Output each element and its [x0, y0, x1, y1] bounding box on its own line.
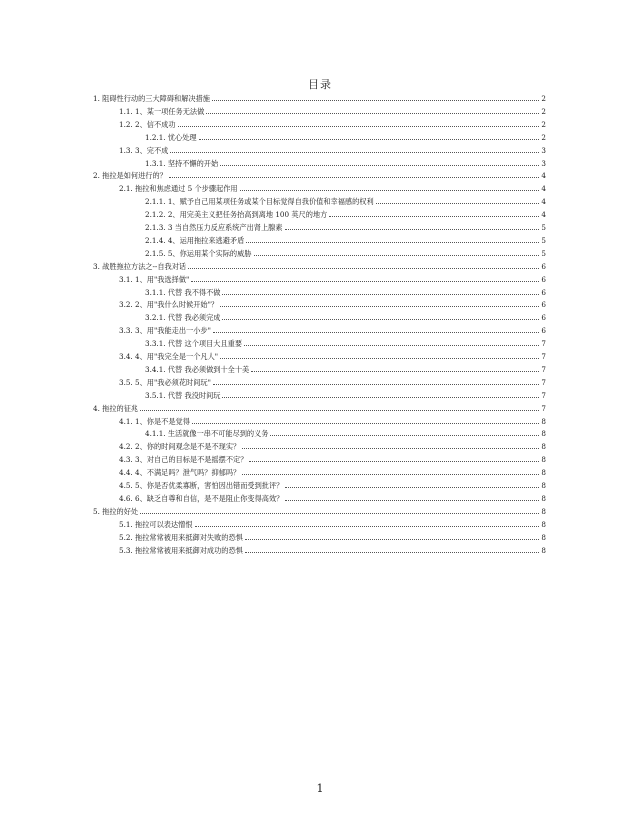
toc-entry[interactable] — [119, 464, 546, 477]
toc-entry[interactable] — [145, 219, 546, 232]
toc-dot-leader — [285, 500, 539, 501]
toc-entry[interactable] — [119, 180, 546, 193]
toc-entry-text: 1.2.1. 忧心处理 — [145, 132, 197, 142]
toc-entry-page: 5 — [541, 223, 546, 232]
toc-entry-page: 7 — [541, 352, 546, 361]
toc-entry-text: 1.3. 3、完不成 — [119, 145, 169, 155]
toc-entry-text: 4.1. 1、你是不是觉得 — [119, 416, 190, 426]
toc-entry-page: 8 — [541, 429, 546, 439]
toc-entry[interactable] — [145, 155, 546, 168]
toc-dot-leader — [254, 255, 540, 256]
toc-entry-text: 2.1.3. 3 当自然压力反应系统产出肾上腺素 — [145, 223, 283, 232]
toc-dot-leader — [242, 474, 539, 475]
toc-entry-page: 8 — [541, 493, 546, 503]
toc-entry[interactable] — [93, 503, 546, 516]
toc-entry-page: 3 — [541, 145, 546, 155]
toc-entry-page: 8 — [541, 416, 546, 426]
toc-dot-leader — [222, 397, 539, 398]
toc-entry-page: 4 — [541, 210, 546, 220]
toc-entry-text: 5.3. 拖拉常常被用来抵御对成功的恐惧 — [119, 545, 243, 555]
toc-entry[interactable] — [93, 90, 546, 103]
toc-entry-text: 5.1. 拖拉可以表达憎恨 — [119, 519, 193, 529]
toc-entry-page: 6 — [541, 274, 546, 284]
toc-entry-page: 7 — [541, 377, 546, 387]
toc-entry[interactable] — [93, 400, 546, 413]
toc-dot-leader — [245, 539, 540, 540]
toc-entry-page: 8 — [541, 468, 546, 478]
toc-entry[interactable] — [145, 129, 546, 142]
toc-entry-page: 4 — [541, 184, 546, 194]
toc-entry[interactable] — [119, 116, 546, 129]
toc-dot-leader — [222, 294, 539, 295]
toc-dot-leader — [285, 229, 540, 230]
toc-entry[interactable] — [93, 258, 546, 271]
toc-entry-text: 4.1.1. 生活就像一串不可能尽到的义务 — [145, 429, 269, 439]
toc-entry-text: 3.3.1. 代替 这个项目大且重要 — [145, 339, 243, 349]
toc-entry[interactable] — [145, 387, 546, 400]
toc-entry-text: 2.1.5. 5、你运用某个实际的威胁 — [145, 248, 252, 258]
toc-dot-leader — [212, 100, 539, 101]
toc-entry-page: 7 — [541, 339, 546, 349]
toc-dot-leader — [140, 513, 539, 514]
toc-entry-page: 7 — [541, 390, 546, 400]
toc-entry[interactable] — [119, 477, 546, 490]
toc-entry-text: 2.1.2. 2、用完美主义把任务抬高到离地 100 英尺的地方 — [145, 210, 328, 220]
toc-entry-page: 5 — [541, 248, 546, 258]
toc-entry-text: 2.1.1. 1、赋予自己用某项任务或某个目标觉得自我价值和幸福感的权利 — [145, 197, 374, 207]
toc-dot-leader — [170, 152, 539, 153]
toc-dot-leader — [220, 165, 539, 166]
toc-entry-text: 5. 拖拉的好处 — [93, 506, 139, 516]
toc-entry-text: 3.3. 3、用"我能走出一小步" — [119, 326, 211, 336]
toc-entry-page: 8 — [541, 545, 546, 555]
toc-entry[interactable] — [145, 335, 546, 348]
page-number: 1 — [316, 782, 324, 795]
toc-dot-leader — [244, 345, 539, 346]
toc-entry-page: 7 — [541, 403, 546, 413]
toc-heading: 目录 — [308, 78, 332, 91]
toc-entry-text: 3. 战胜拖拉方法之--自我对话 — [93, 261, 187, 271]
toc-entry-text: 4.3. 3、对自己的目标是不是摇摆不定？ — [119, 455, 248, 465]
toc-entry-page: 8 — [541, 532, 546, 542]
toc-entry-page: 8 — [541, 442, 546, 452]
toc-entry[interactable] — [145, 284, 546, 297]
toc-entry[interactable] — [119, 413, 546, 426]
toc-entry-page: 2 — [541, 119, 546, 129]
toc-dot-leader — [329, 216, 539, 217]
toc-entry-page: 8 — [541, 455, 546, 465]
toc-dot-leader — [220, 358, 539, 359]
toc-entry[interactable] — [145, 245, 546, 258]
toc-entry-page: 6 — [541, 313, 546, 323]
toc-entry-text: 3.4.1. 代替 我必须做到十全十美 — [145, 364, 250, 374]
toc-entry[interactable] — [119, 374, 546, 387]
toc-dot-leader — [140, 410, 539, 411]
toc-dot-leader — [178, 126, 540, 127]
toc-entry-page: 2 — [541, 132, 546, 142]
toc-dot-leader — [192, 423, 540, 424]
toc-dot-leader — [242, 448, 539, 449]
toc-entry-text: 5.2. 拖拉常常被用来抵御对失败的恐惧 — [119, 532, 243, 542]
toc-entry-page: 4 — [541, 171, 546, 181]
toc-entry-text: 3.1. 1、用"我选择做" — [119, 274, 190, 284]
toc-entry-page: 7 — [541, 364, 546, 374]
toc-entry[interactable] — [119, 322, 546, 335]
toc-dot-leader — [188, 268, 539, 269]
toc-dot-leader — [169, 177, 540, 178]
toc-dot-leader — [213, 332, 540, 333]
toc-dot-leader — [222, 319, 539, 320]
toc-entry[interactable] — [119, 348, 546, 361]
toc-dot-leader — [270, 435, 539, 436]
toc-dot-leader — [285, 487, 539, 488]
toc-entry-page: 8 — [541, 506, 546, 516]
toc-entry-text: 4.4. 4、不满足吗？泄气吗？抑郁吗？ — [119, 468, 241, 478]
toc-dot-leader — [220, 306, 539, 307]
toc-entry-text: 4. 拖拉的征兆 — [93, 403, 139, 413]
toc-entry-text: 2. 拖拉是如何进行的？ — [93, 171, 167, 181]
toc-entry[interactable] — [119, 296, 546, 309]
toc-entry-page: 6 — [541, 287, 546, 297]
toc-entry[interactable] — [145, 206, 546, 219]
toc-entry-text: 1.3.1. 坚持不懈的开始 — [145, 158, 219, 168]
toc-entry-text: 3.4. 4、用"我完全是一个凡人" — [119, 352, 219, 361]
toc-entry[interactable] — [145, 309, 546, 322]
toc-entry-page: 6 — [541, 300, 546, 310]
toc-entry-text: 3.2.1. 代替 我必须完成 — [145, 313, 221, 323]
toc-entry[interactable] — [145, 425, 546, 438]
toc-entry-text: 1. 阻碍性行动的三大障碍和解决措施 — [93, 94, 210, 103]
toc-dot-leader — [213, 384, 540, 385]
toc-entry-text: 3.2. 2、用"我什么时候开始"？ — [119, 300, 219, 310]
toc-entry[interactable] — [145, 361, 546, 374]
toc-entry-text: 3.1.1. 代替 我不得不做 — [145, 287, 221, 297]
toc-dot-leader — [206, 113, 539, 114]
toc-entry[interactable] — [93, 167, 546, 180]
toc-entry-page: 8 — [541, 481, 546, 490]
toc-entry[interactable] — [119, 516, 546, 529]
toc-dot-leader — [249, 461, 539, 462]
toc-entry-page: 8 — [541, 519, 546, 529]
toc-dot-leader — [376, 203, 540, 204]
toc-entry-page: 5 — [541, 235, 546, 245]
toc-entry[interactable] — [119, 542, 546, 555]
toc-entry[interactable] — [119, 529, 546, 542]
toc-entry-text: 2.1. 拖拉和焦虑通过 5 个步骤起作用 — [119, 184, 238, 194]
toc-entry-text: 4.6. 6、缺乏自尊和自信，是不是阻止你变得高效？ — [119, 493, 284, 503]
toc-dot-leader — [246, 242, 539, 243]
toc-entry[interactable] — [119, 490, 546, 503]
toc-entry-page: 4 — [541, 197, 546, 207]
toc-entry-text: 1.2. 2、信不成功 — [119, 119, 176, 129]
toc-entry-page: 3 — [541, 158, 546, 168]
toc-dot-leader — [199, 139, 540, 140]
toc-entry-text: 3.5.1. 代替 我没时间玩 — [145, 390, 221, 400]
toc-entry-page: 2 — [541, 94, 546, 103]
toc-entry[interactable] — [119, 103, 546, 116]
toc-dot-leader — [191, 281, 539, 282]
toc-entry-text: 3.5. 5、用"我必须花时间玩" — [119, 377, 211, 387]
toc-dot-leader — [245, 552, 540, 553]
toc-entry-text: 2.1.4. 4、运用拖拉来逃避矛盾 — [145, 235, 245, 245]
toc-entry-page: 6 — [541, 326, 546, 336]
toc-entry[interactable] — [119, 142, 546, 155]
toc-entry[interactable] — [119, 451, 546, 464]
toc-entry[interactable] — [119, 271, 546, 284]
toc-entry[interactable] — [119, 438, 546, 451]
toc-dot-leader — [240, 190, 540, 191]
toc-entry-text: 4.5. 5、你是否优柔寡断，害怕因出错而受到批评？ — [119, 481, 284, 490]
toc-entry-text: 1.1. 1、某一项任务无法做 — [119, 106, 205, 116]
toc-dot-leader — [195, 526, 540, 527]
toc-entry-text: 4.2. 2、你的时间观念是不是不现实？ — [119, 442, 241, 452]
toc-entry[interactable] — [145, 232, 546, 245]
toc-entry[interactable] — [145, 193, 546, 206]
toc-entry-page: 6 — [541, 261, 546, 271]
toc-dot-leader — [251, 371, 539, 372]
toc-entry-page: 2 — [541, 106, 546, 116]
